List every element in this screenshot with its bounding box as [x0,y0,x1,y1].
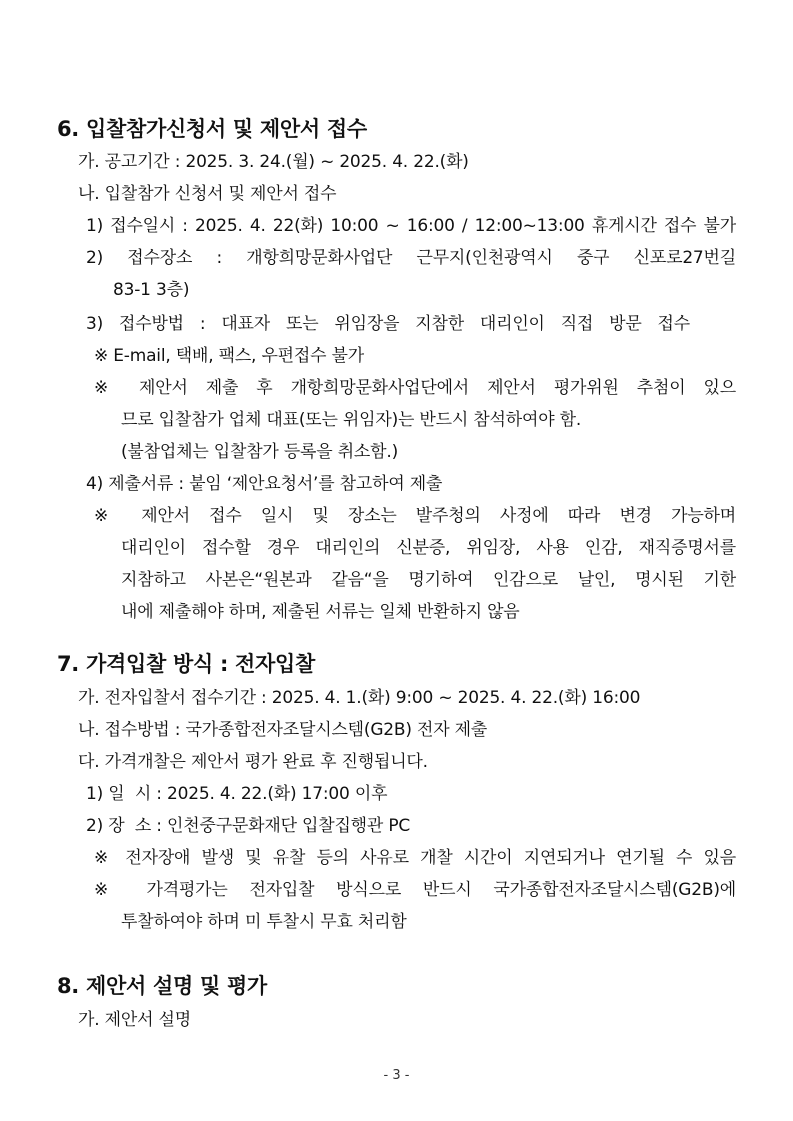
section-8-heading: 8. 제안서 설명 및 평가 [57,974,267,998]
s7-method-line: 나. 접수방법 : 국가종합전자조달시스템(G2B) 전자 제출 [78,720,488,740]
s8-explain-line: 가. 제안서 설명 [78,1010,191,1030]
s7-opening-line: 다. 가격개찰은 제안서 평가 완료 후 진행됩니다. [78,752,428,772]
s6-note-change-cont3: 내에 제출해야 하며, 제출된 서류는 일체 반환하지 않음 [121,602,520,622]
s6-period-line: 가. 공고기간 : 2025. 3. 24.(월) ~ 2025. 4. 22.(화) [78,152,469,172]
s6-item-place: 2) 접수장소 : 개항희망문화사업단 근무지(인천광역시 중구 신포로27번길 [86,248,736,268]
section-7-heading: 7. 가격입찰 방식 : 전자입찰 [57,652,315,676]
s6-item-documents: 4) 제출서류 : 붙임 ‘제안요청서’를 참고하여 제출 [86,474,443,494]
s7-note-g2b: ※ 가격평가는 전자입찰 방식으로 반드시 국가종합전자조달시스템(G2B)에 [94,880,736,900]
s6-note-change: ※ 제안서 접수 일시 및 장소는 발주청의 사정에 따라 변경 가능하며 [94,506,736,526]
s6-item-place-cont: 83-1 3층) [113,280,190,300]
s6-note-change-cont2: 지참하고 사본은“원본과 같음“을 명기하여 인감으로 날인, 명시된 기한 [121,570,736,590]
s7-item-place: 2) 장 소 : 인천중구문화재단 입찰집행관 PC [86,816,411,836]
s7-note-g2b-cont: 투찰하여야 하며 미 투찰시 무효 처리함 [121,912,407,932]
s6-item-method: 3) 접수방법 : 대표자 또는 위임장을 지참한 대리인이 직접 방문 접수 [86,314,690,334]
section-6-heading: 6. 입찰참가신청서 및 제안서 접수 [57,117,367,141]
s6-submission-line: 나. 입찰참가 신청서 및 제안서 접수 [78,184,337,204]
s6-note-no-remote: ※ E-mail, 택배, 팩스, 우편접수 불가 [94,346,364,366]
page-number: - 3 - [383,1068,410,1083]
s7-note-delay: ※ 전자장애 발생 및 유찰 등의 사유로 개찰 시간이 지연되거나 연기될 수 있음 [94,848,736,868]
s7-item-datetime: 1) 일 시 : 2025. 4. 22.(화) 17:00 이후 [86,784,388,804]
s6-note-evaluator: ※ 제안서 제출 후 개항희망문화사업단에서 제안서 평가위원 추첨이 있으 [94,378,736,398]
s6-note-change-cont: 대리인이 접수할 경우 대리인의 신분증, 위임장, 사용 인감, 재직증명서를 [121,538,736,558]
s6-item-datetime: 1) 접수일시 : 2025. 4. 22(화) 10:00 ~ 16:00 / 12:00~13:00 휴게시간 접수 불가 [86,216,736,236]
s7-period-line: 가. 전자입찰서 접수기간 : 2025. 4. 1.(화) 9:00 ~ 2025. 4. 22.(화) 16:00 [78,688,641,708]
s6-note-evaluator-cont2: (불참업체는 입찰참가 등록을 취소함.) [121,442,399,462]
s6-note-evaluator-cont: 므로 입찰참가 업체 대표(또는 위임자)는 반드시 참석하여야 함. [121,410,582,430]
